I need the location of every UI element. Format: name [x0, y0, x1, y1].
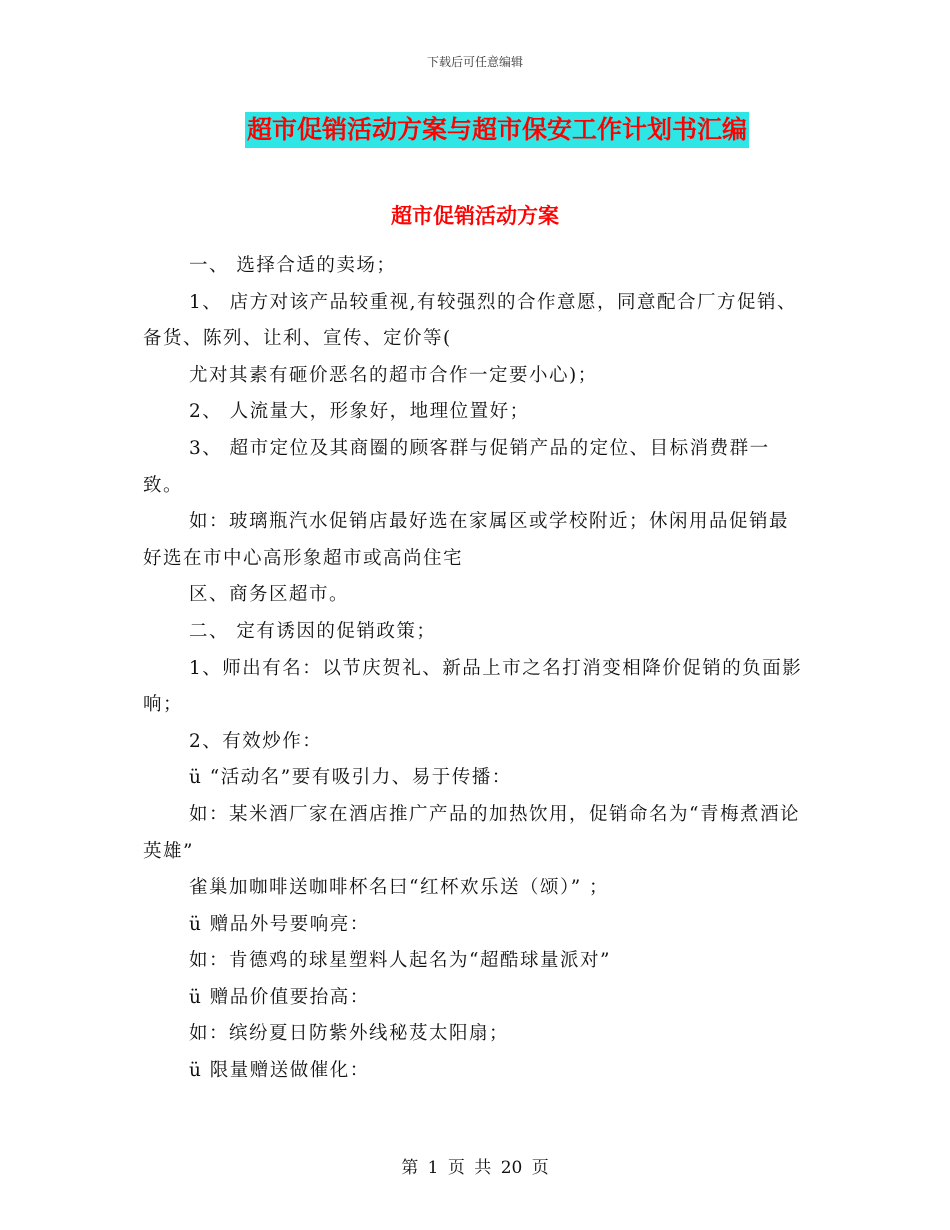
title-container: [0, 112, 950, 148]
paragraph: 如：某米酒厂家在酒店推广产品的加热饮用，促销命名为“青梅煮酒论英雄”: [143, 803, 800, 862]
bullet-item: ü 赠品外号要响亮：: [189, 913, 370, 935]
bullet-item: ü 限量赠送做催化：: [189, 1060, 370, 1082]
paragraph: 一、 选择合适的卖场；: [189, 255, 397, 276]
paragraph: 2、 人流量大，形象好，地理位置好；: [189, 401, 530, 423]
section-title: 超市促销活动方案: [391, 203, 559, 228]
paragraph: 二、 定有诱因的促销政策；: [189, 620, 437, 642]
paragraph: 如：肯德鸡的球星塑料人起名为“超酷球量派对”: [189, 950, 611, 972]
paragraph: 如：缤纷夏日防紫外线秘芨太阳扇；: [189, 1023, 510, 1045]
paragraph: 区、商务区超市。: [189, 584, 350, 606]
paragraph: 1、 店方对该产品较重视,有较强烈的合作意愿，同意配合厂方促销、备货、陈列、让利、宣传、定价等(: [143, 291, 798, 350]
paragraph: 尤对其素有砸价恶名的超市合作一定要小心)；: [189, 364, 598, 386]
document-body: [143, 248, 808, 1090]
paragraph: 雀巢加咖啡送咖啡杯名曰“红杯欢乐送（颂）” ；: [189, 877, 610, 899]
paragraph: 1、师出有名：以节庆贺礼、新品上市之名打消变相降价促销的负面影响；: [143, 657, 803, 716]
paragraph: 如：玻璃瓶汽水促销店最好选在家属区或学校附近；休闲用品促销最好选在市中心高形象超市或高尚住宅: [143, 511, 790, 569]
document-title: 超市促销活动方案与超市保安工作计划书汇编: [245, 112, 749, 148]
page-header: 下载后可任意编辑: [426, 55, 523, 69]
bullet-item: ü 赠品价值要抬高：: [189, 986, 370, 1008]
paragraph: 3、 超市定位及其商圈的顾客群与促销产品的定位、目标消费群一致。: [143, 437, 770, 496]
page-footer: 第 1 页 共 20 页: [401, 1158, 549, 1178]
bullet-item: ü “活动名”要有吸引力、易于传播：: [189, 767, 512, 789]
paragraph: 2、有效炒作：: [189, 730, 323, 752]
